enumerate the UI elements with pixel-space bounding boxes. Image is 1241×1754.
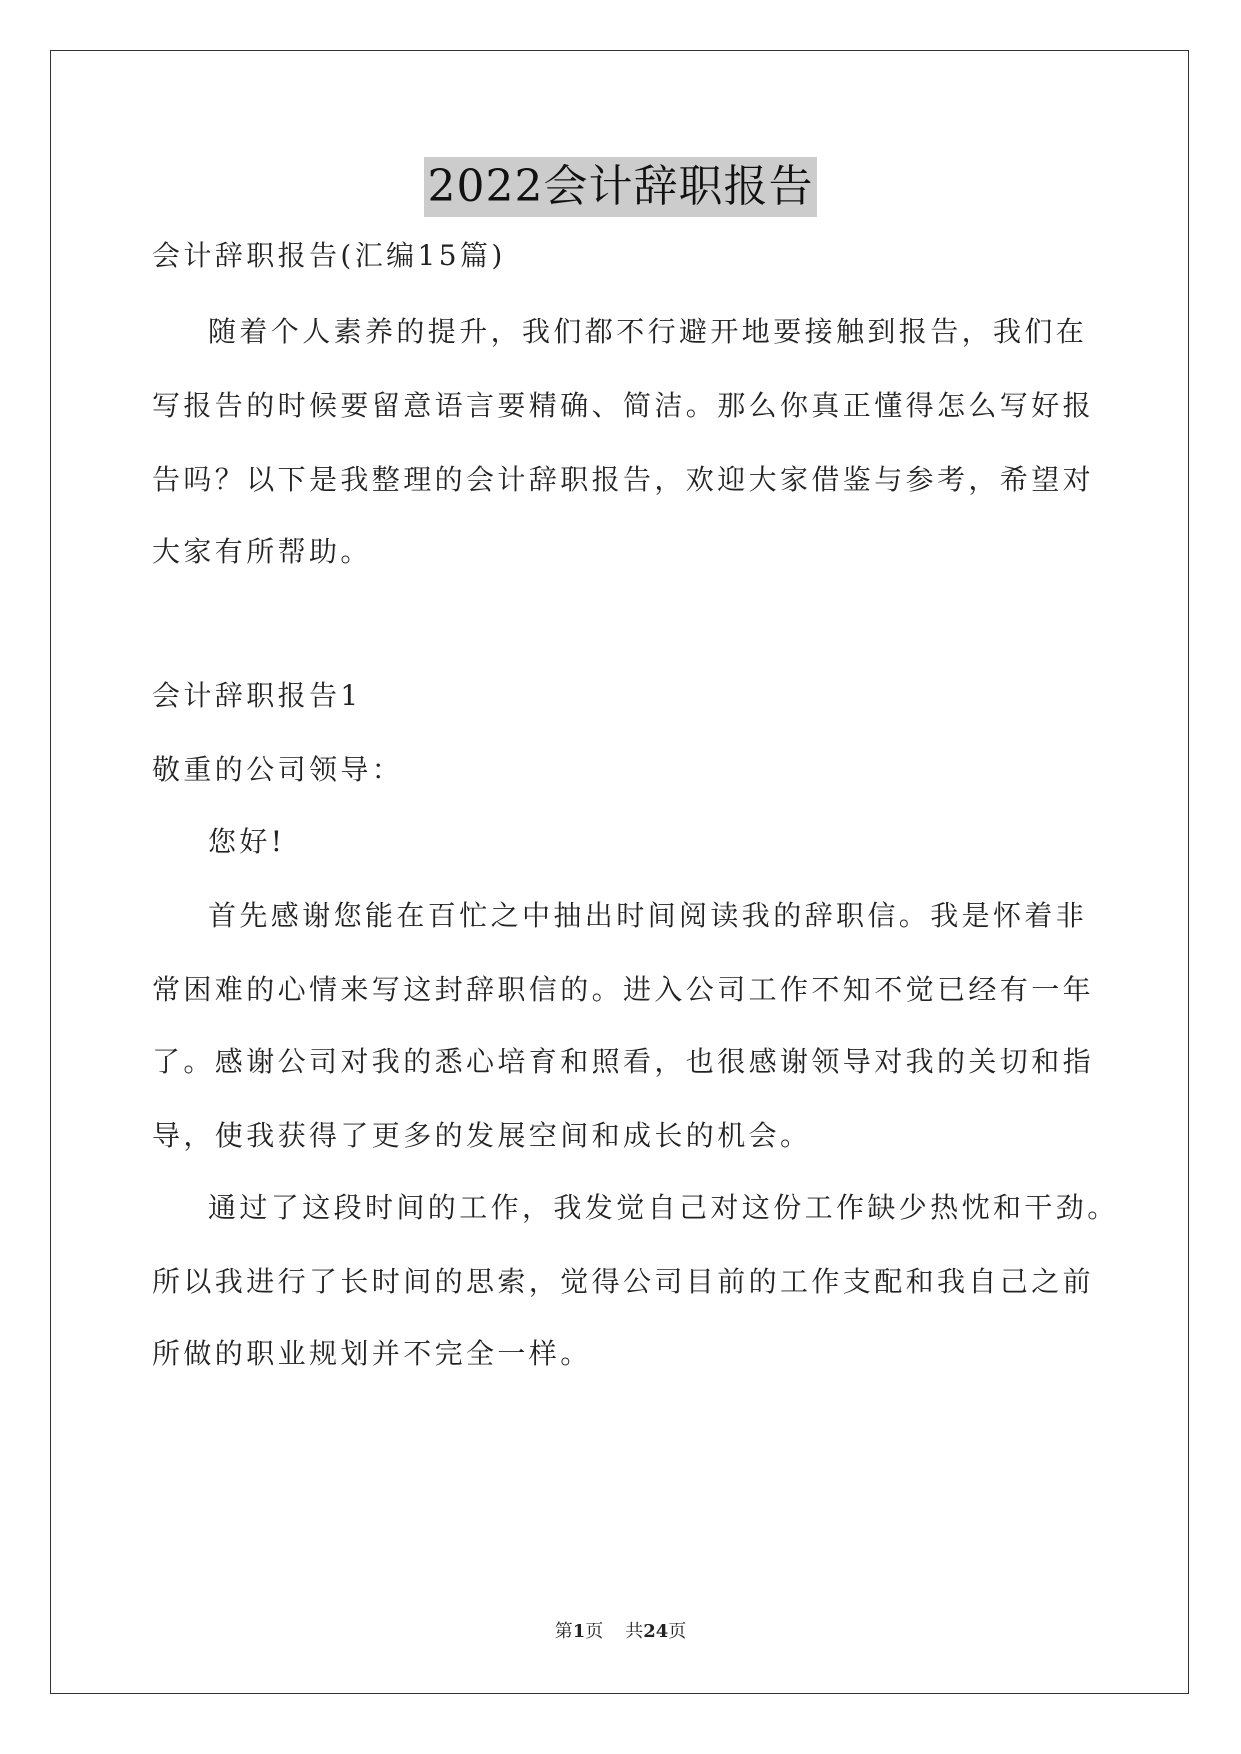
page-number: 1 (572, 1621, 586, 1642)
paragraph-line: 了。感谢公司对我的悉心培育和照看，也很感谢领导对我的关切和指 (152, 1045, 1095, 1078)
page-border (50, 50, 1189, 1694)
paragraph-line: 大家有所帮助。 (152, 535, 372, 568)
page-footer (0, 1620, 1241, 1644)
total-pages: 24 (643, 1621, 669, 1642)
paragraph-line: 常困难的心情来写这封辞职信的。进入公司工作不知不觉已经有一年 (152, 973, 1095, 1006)
document-title: 2022会计辞职报告 (424, 157, 818, 217)
paragraph-line: 告吗？以下是我整理的会计辞职报告，欢迎大家借鉴与参考，希望对 (152, 463, 1095, 496)
page-suffix: 页 (585, 1621, 604, 1642)
paragraph-line: 通过了这段时间的工作，我发觉自己对这份工作缺少热忱和干劲。 (208, 1191, 1119, 1224)
greeting-line: 您好! (208, 825, 286, 858)
title-container (0, 157, 1241, 217)
paragraph-line: 所以我进行了长时间的思索，觉得公司目前的工作支配和我自己之前 (152, 1265, 1095, 1298)
salutation-line: 敬重的公司领导： (152, 753, 404, 786)
subtitle-line: 会计辞职报告(汇编15篇) (152, 239, 506, 272)
paragraph-line: 所做的职业规划并不完全一样。 (152, 1337, 592, 1370)
total-prefix: 共 (625, 1621, 644, 1642)
paragraph-line: 首先感谢您能在百忙之中抽出时间阅读我的辞职信。我是怀着非 (208, 899, 1088, 932)
page-prefix: 第 (554, 1621, 573, 1642)
paragraph-line: 随着个人素养的提升，我们都不行避开地要接触到报告，我们在 (208, 315, 1088, 348)
total-suffix: 页 (668, 1621, 687, 1642)
section-heading: 会计辞职报告1 (152, 679, 362, 712)
paragraph-line: 导，使我获得了更多的发展空间和成长的机会。 (152, 1119, 812, 1152)
paragraph-line: 写报告的时候要留意语言要精确、简洁。那么你真正懂得怎么写好报 (152, 389, 1095, 422)
